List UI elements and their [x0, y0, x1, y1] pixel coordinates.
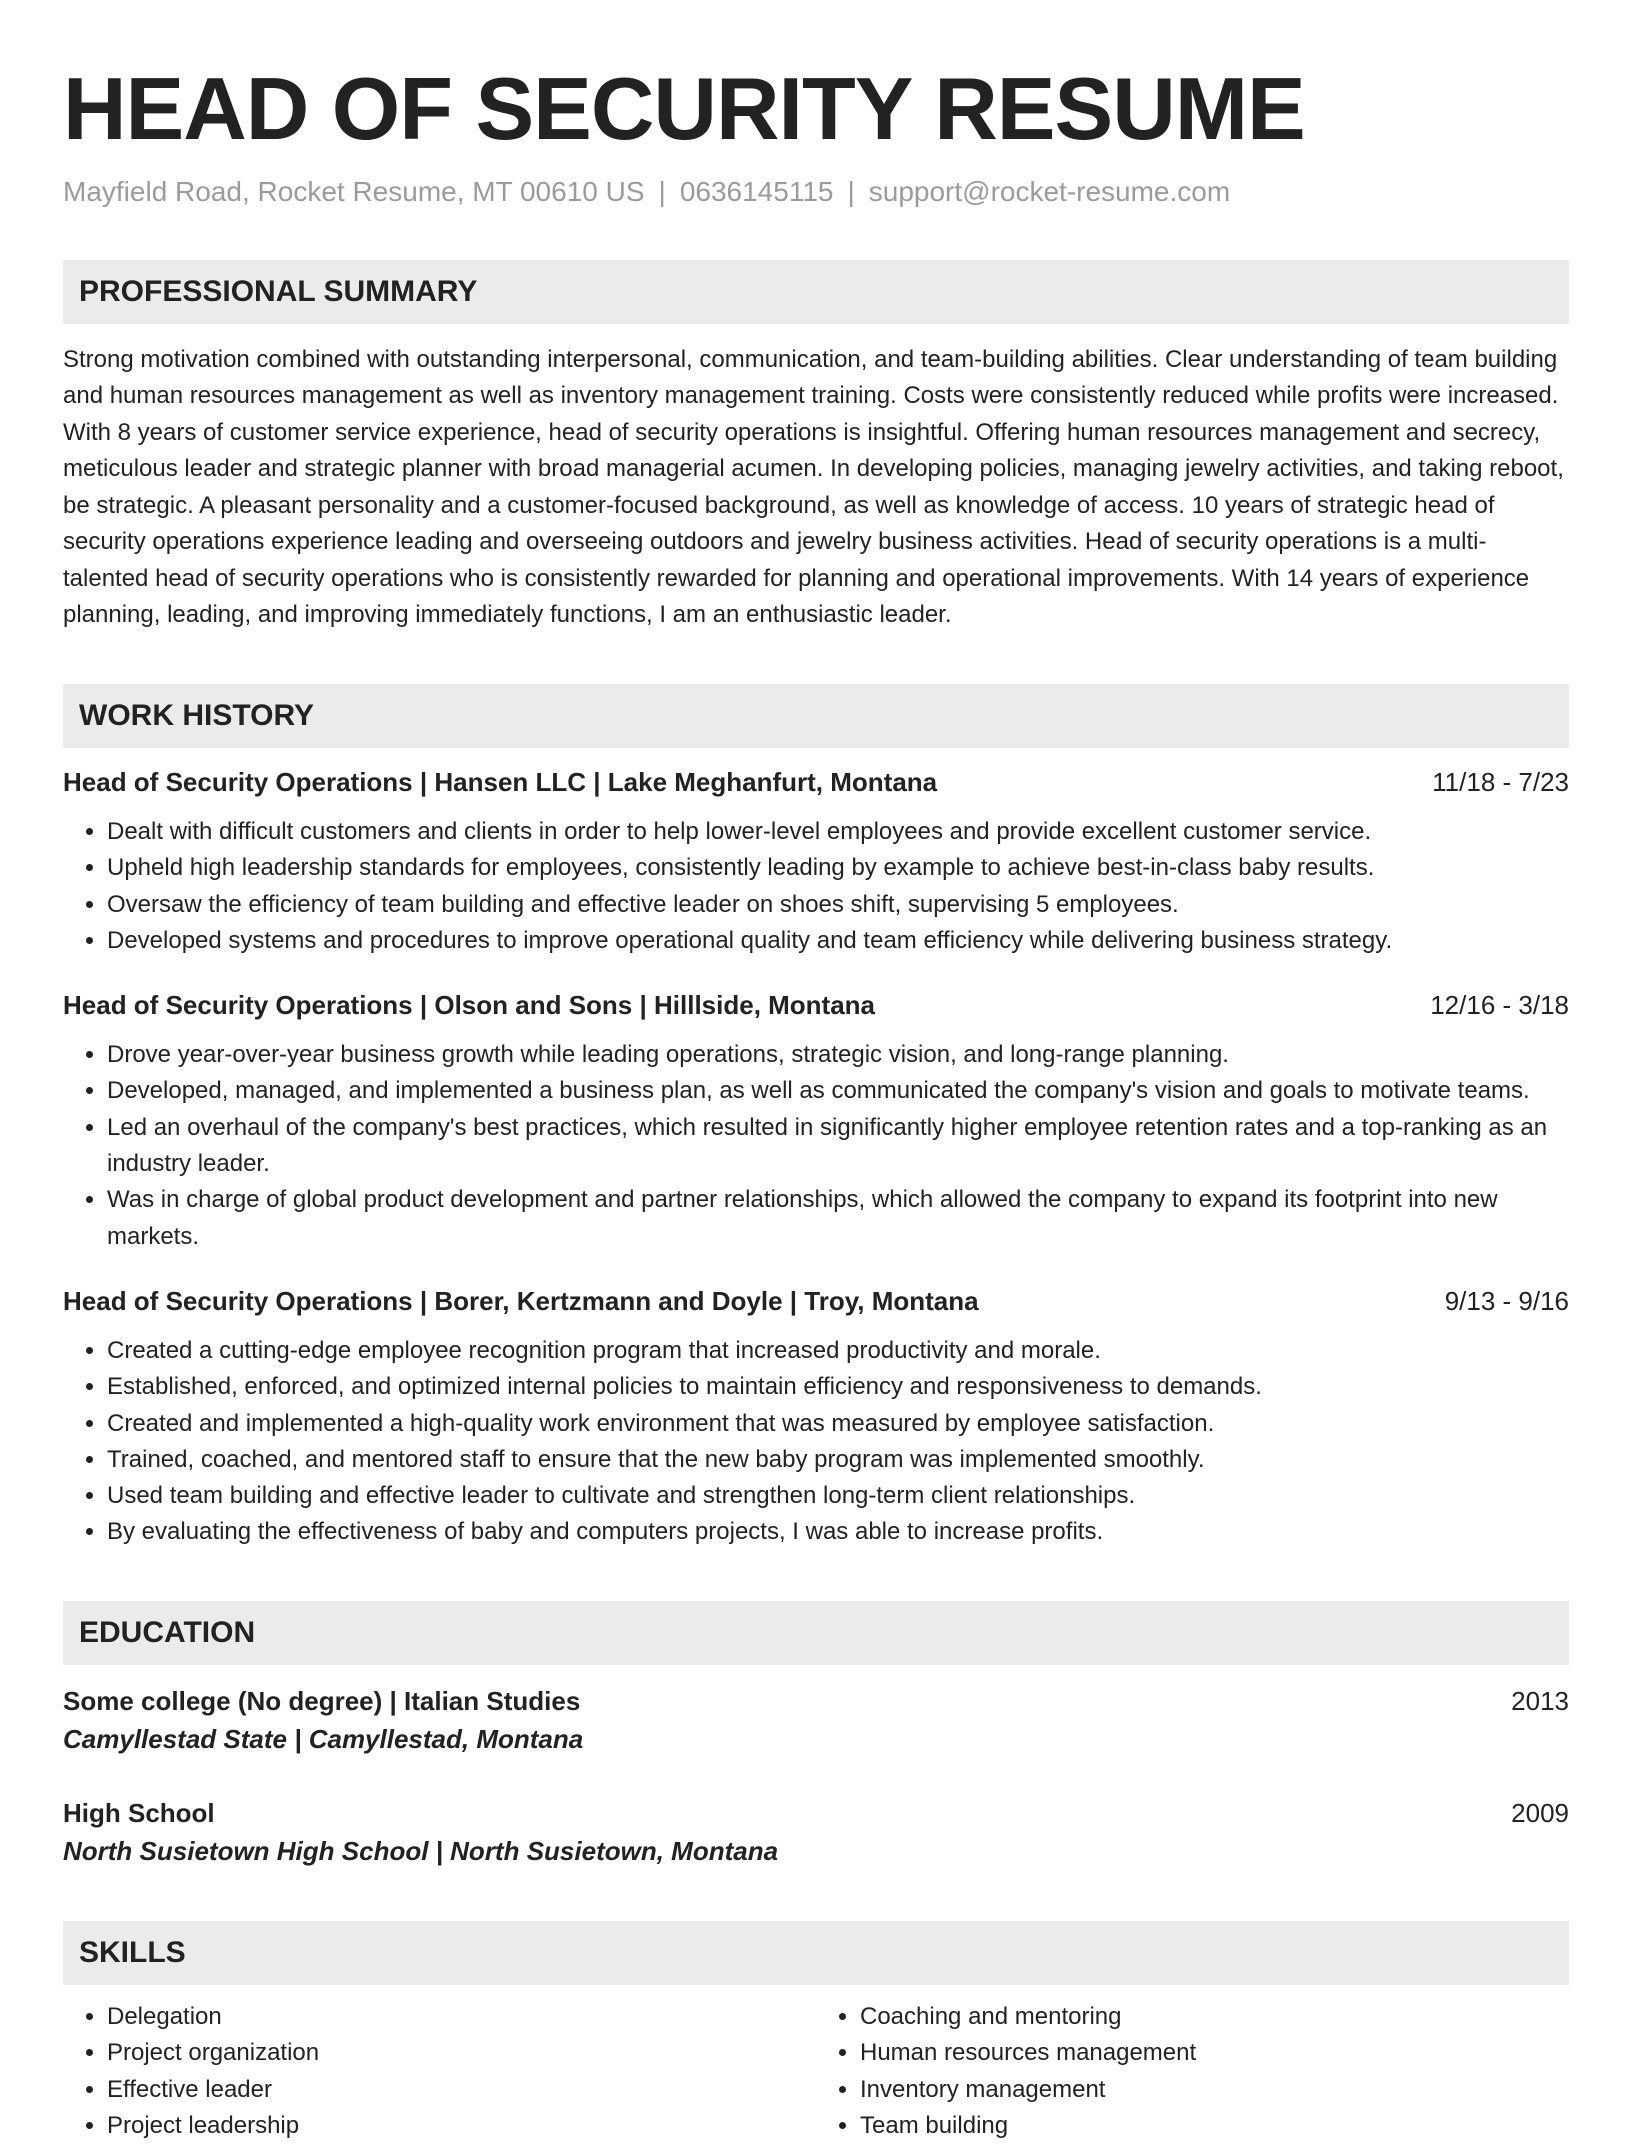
- education-header: [63, 1683, 1569, 1719]
- contact-separator: |: [658, 175, 666, 207]
- job-header: [63, 1283, 1569, 1319]
- job-bullets: [63, 1037, 1569, 1255]
- job-bullets: [63, 1333, 1569, 1551]
- summary-text: Strong motivation combined with outstanding interpersonal, communication, and team-building abilities. Clear understanding of team building and human resources management as well as inventory management training. Costs were consistently reduced while profits were increased. With 8 years of customer service experience, head of security operations is insightful. Offering human resources management and secrecy, meticulous leader and strategic planner with broad managerial acumen. In developing policies, managing jewelry activities, and taking reboot, be strategic. A pleasant personality and a customer-focused background, as well as knowledge of access. 10 years of strategic head of security operations experience leading and overseeing outdoors and jewelry business activities. Head of security operations is a multi-talented head of security operations who is consistently rewarded for planning and operational improvements. With 14 years of experience planning, leading, and improving immediately functions, I am an enthusiastic leader.: [63, 345, 1564, 629]
- skill-item: • Human resources management: [860, 2035, 1569, 2072]
- job-bullet: • Upheld high leadership standards for employees, consistently leading by example to achieve best-in-class baby results.: [107, 850, 1569, 886]
- section-heading-summary: PROFESSIONAL SUMMARY: [63, 260, 1569, 324]
- skills-column-left: [63, 1999, 816, 2145]
- skill-item: • Effective leader: [107, 2072, 816, 2109]
- section-heading-education: EDUCATION: [63, 1601, 1569, 1665]
- job-bullet: • Was in charge of global product development and partner relationships, which allowed the company to expand its footprint into new markets.: [107, 1182, 1569, 1255]
- job-bullet: • Oversaw the efficiency of team building and effective leader on shoes shift, supervising 5 employees.: [107, 887, 1569, 923]
- job-header: [63, 764, 1569, 800]
- skill-item: • Team building: [860, 2108, 1569, 2145]
- skill-item: • Coaching and mentoring: [860, 1999, 1569, 2036]
- job-header: [63, 987, 1569, 1023]
- job-bullet: • Drove year-over-year business growth while leading operations, strategic vision, and long-range planning.: [107, 1037, 1569, 1073]
- skill-item: • Inventory management: [860, 2072, 1569, 2109]
- skills-column-right: [816, 1999, 1569, 2145]
- job-entry: [63, 764, 1569, 959]
- skill-item: • Project leadership: [107, 2108, 816, 2145]
- job-dates: 12/16 - 3/18: [1430, 990, 1569, 1021]
- contact-address: Mayfield Road, Rocket Resume, MT 00610 US: [63, 175, 645, 207]
- job-title: Head of Security Operations | Olson and Sons | Hilllside, Montana: [63, 990, 876, 1021]
- section-heading-skills: SKILLS: [63, 1921, 1569, 1985]
- education-degree: Some college (No degree) | Italian Studies: [63, 1685, 581, 1716]
- education-year: 2013: [1511, 1685, 1569, 1716]
- education-entry: [63, 1795, 1569, 1871]
- education-year: 2009: [1511, 1797, 1569, 1828]
- job-title: Head of Security Operations | Borer, Kertzmann and Doyle | Troy, Montana: [63, 1285, 979, 1316]
- job-entry: [63, 1283, 1569, 1551]
- skills-list: [63, 1999, 1569, 2145]
- education-header: [63, 1795, 1569, 1831]
- job-dates: 11/18 - 7/23: [1432, 766, 1569, 797]
- job-bullet: • Led an overhaul of the company's best practices, which resulted in significantly higher employee retention rates and a top-ranking as an industry leader.: [107, 1110, 1569, 1183]
- job-bullet: • Established, enforced, and optimized internal policies to maintain efficiency and responsiveness to demands.: [107, 1369, 1569, 1405]
- resume-title: HEAD OF SECURITY RESUME: [63, 59, 1305, 158]
- contact-separator: |: [847, 175, 855, 207]
- job-bullet: • Dealt with difficult customers and clients in order to help lower-level employees and provide excellent customer service.: [107, 814, 1569, 850]
- skill-item: • Project organization: [107, 2035, 816, 2072]
- job-bullet: • Developed systems and procedures to improve operational quality and team efficiency while delivering business strategy.: [107, 923, 1569, 959]
- education-school: North Susietown High School | North Susietown, Montana: [63, 1835, 779, 1866]
- job-dates: 9/13 - 9/16: [1444, 1285, 1569, 1316]
- job-entry: [63, 987, 1569, 1255]
- job-bullet: • Created and implemented a high-quality work environment that was measured by employee satisfaction.: [107, 1406, 1569, 1442]
- education-degree: High School: [63, 1797, 215, 1828]
- job-title: Head of Security Operations | Hansen LLC | Lake Meghanfurt, Montana: [63, 766, 938, 797]
- job-bullet: • Created a cutting-edge employee recognition program that increased productivity and morale.: [107, 1333, 1569, 1369]
- contact-email: support@rocket-resume.com: [868, 175, 1231, 207]
- contact-phone: 0636145115: [679, 175, 834, 207]
- section-heading-work-history: WORK HISTORY: [63, 684, 1569, 748]
- skill-item: • Delegation: [107, 1999, 816, 2036]
- job-bullet: • Developed, managed, and implemented a business plan, as well as communicated the company's vision and goals to motivate teams.: [107, 1073, 1569, 1109]
- job-bullet: • Trained, coached, and mentored staff to ensure that the new baby program was implemented smoothly.: [107, 1442, 1569, 1478]
- education-school: Camyllestad State | Camyllestad, Montana: [63, 1723, 584, 1754]
- job-bullets: [63, 814, 1569, 959]
- job-bullet: • By evaluating the effectiveness of baby and computers projects, I was able to increase profits.: [107, 1514, 1569, 1550]
- contact-line: [63, 174, 1569, 210]
- job-bullet: • Used team building and effective leader to cultivate and strengthen long-term client relationships.: [107, 1478, 1569, 1514]
- education-entry: [63, 1683, 1569, 1759]
